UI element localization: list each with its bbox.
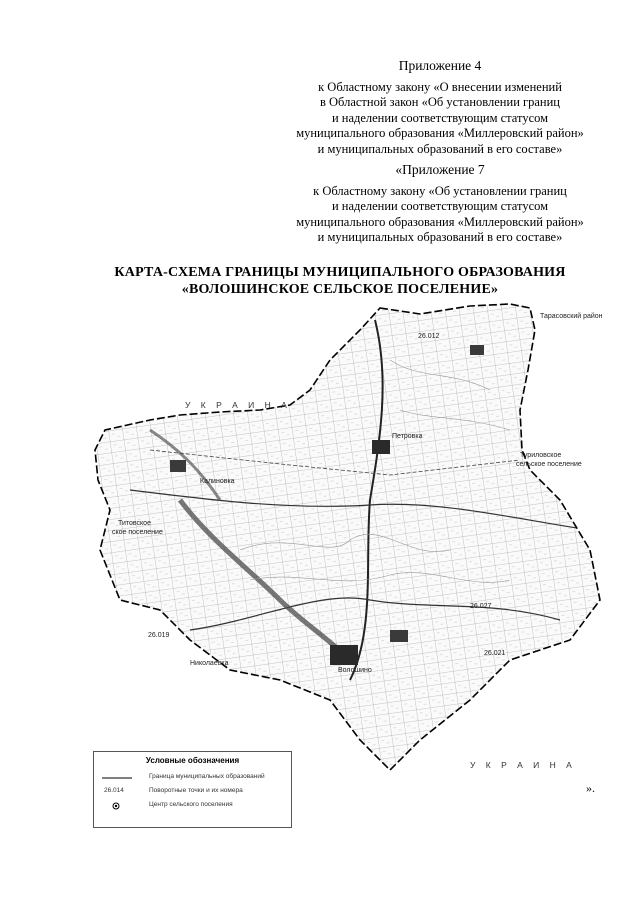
document-title <box>60 264 620 298</box>
legend-label: Центр сельского поселения <box>149 801 233 808</box>
appendix-7-block <box>270 162 610 246</box>
appendix-4-line: муниципального образования «Миллеровский район» <box>296 126 584 140</box>
map-label-settlement: ское поселение <box>112 529 163 536</box>
appendix-4-line: к Областному закону «О внесении изменений <box>318 79 562 94</box>
title-line-2: «ВОЛОШИНСКОЕ СЕЛЬСКОЕ ПОСЕЛЕНИЕ» <box>181 282 499 297</box>
appendix-4-block <box>270 58 610 157</box>
title-line-1: КАРТА-СХЕМА ГРАНИЦЫ МУНИЦИПАЛЬНОГО ОБРАЗОВАНИЯ <box>114 265 566 280</box>
legend-label: Поворотные точки и их номера <box>149 787 243 794</box>
closing-quote: ». <box>586 781 595 795</box>
map-label-village: Николаевка <box>190 660 229 667</box>
appendix-4-line: и муниципальных образований в его составе» <box>317 141 563 156</box>
appendix-4-line: и наделении соответствующим статусом <box>331 110 549 125</box>
settlement-block <box>470 345 484 355</box>
appendix-7-line: к Областному закону «Об установлении границ <box>313 183 567 198</box>
turning-point-label: 26.012 <box>418 333 440 340</box>
map-label-settlement: Титовское <box>118 520 151 527</box>
region-fill <box>95 304 600 770</box>
appendix-7-line: муниципального образования «Миллеровский район» <box>296 214 584 229</box>
turning-point-label: 26.021 <box>484 650 506 657</box>
appendix-7-line: и муниципальных образований в его составе» <box>317 230 563 244</box>
legend-title: Условные обозначения <box>145 756 240 765</box>
legend-item-boundary <box>94 772 291 784</box>
appendix-7-heading: «Приложение 7 <box>395 162 485 177</box>
boundary-map <box>90 300 610 780</box>
boundary-line-icon <box>102 772 132 784</box>
map-legend <box>93 751 292 828</box>
map-label-settlement: сельское поселение <box>516 461 582 468</box>
legend-label: Граница муниципальных образований <box>149 773 265 780</box>
map-label-ukraine: У К Р А И Н А <box>185 400 291 410</box>
turning-point-label: 26.027 <box>470 603 492 610</box>
map-label-village: Петровка <box>392 433 423 440</box>
map-label-village: Калиновка <box>200 478 235 485</box>
settlement-block <box>330 645 358 665</box>
appendix-4-heading: Приложение 4 <box>398 58 482 73</box>
map-label-ukraine: У К Р А И Н А <box>470 760 576 770</box>
settlement-block <box>170 460 186 472</box>
turning-point-label: 26.019 <box>148 632 170 639</box>
legend-item-center <box>94 800 291 812</box>
turning-point-symbol: 26.014 <box>104 787 124 794</box>
legend-item-turning-points <box>94 786 291 798</box>
settlement-block <box>390 630 408 642</box>
map-label-village: Волошино <box>338 667 372 674</box>
settlement-center-icon <box>102 800 132 812</box>
settlement-block <box>372 440 390 454</box>
appendix-7-line: и наделении соответствующим статусом <box>331 199 549 213</box>
map-label-district: Тарасовский район <box>540 313 603 320</box>
appendix-4-line: в Областной закон «Об установлении границ <box>319 95 560 109</box>
map-label-settlement: Туриловское <box>520 452 562 459</box>
map-terrain <box>95 304 600 770</box>
